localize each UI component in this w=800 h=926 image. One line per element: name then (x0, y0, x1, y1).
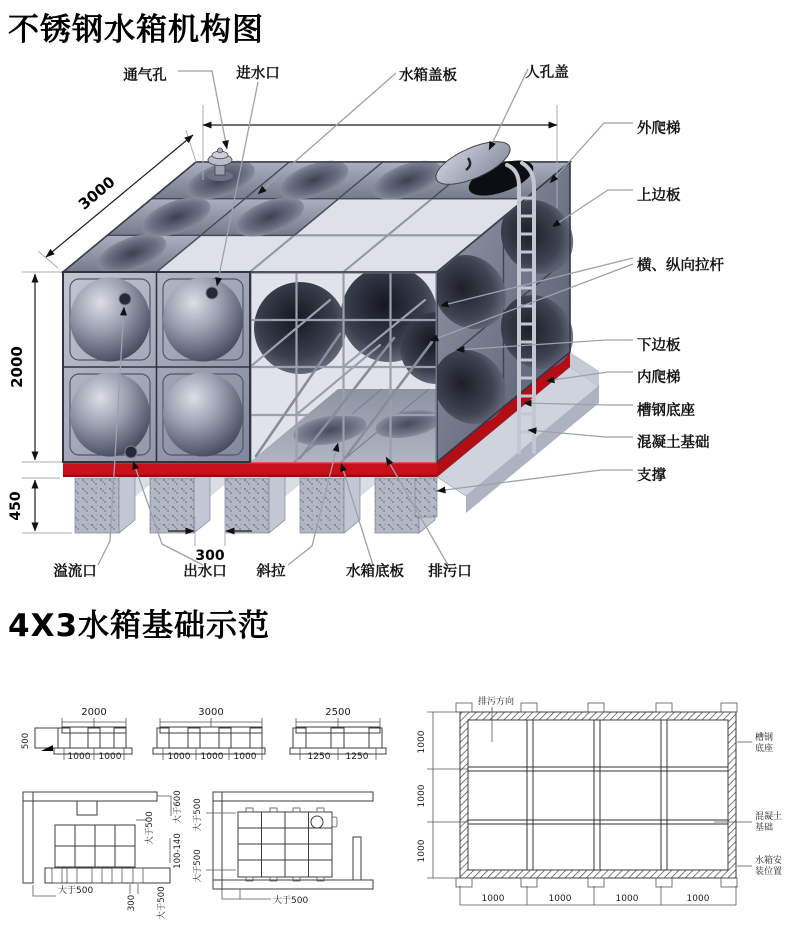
planR-left-dim1: 1000 (417, 730, 427, 754)
dim-gap: 300 (195, 548, 225, 564)
planR-label-concrete-1: 混凝土 (755, 812, 783, 822)
label-brace: 斜拉 (256, 564, 286, 580)
label-tie-rod: 横、纵向拉杆 (637, 258, 724, 274)
planR-left-dim2: 1000 (417, 784, 427, 808)
secB-top-dim: 3000 (198, 707, 224, 718)
dim-height: 2000 (8, 346, 26, 388)
label-int-ladder: 内爬梯 (637, 370, 681, 386)
planR-bot-dim3: 1000 (615, 894, 639, 904)
label-cover: 水箱盖板 (399, 68, 457, 84)
secB-b1: 1000 (167, 752, 191, 762)
plan-right (417, 695, 782, 905)
planR-bot-dim2: 1000 (548, 894, 572, 904)
planM-gt500-top: 大于500 (193, 798, 203, 832)
label-channel-base: 槽钢底座 (637, 403, 695, 419)
planL-gt500-h: 大于500 (58, 886, 94, 896)
planR-label-install-2: 装位置 (755, 867, 783, 877)
planL-300: 300 (127, 894, 137, 912)
planR-drain-dir: 排污方向 (478, 697, 515, 707)
planR-label-channel-2: 底座 (755, 744, 774, 754)
label-manhole: 人孔盖 (525, 65, 569, 81)
planM-gt500-bottom: 大于500 (193, 849, 203, 883)
sub-title: 4X3水箱基础示范 (8, 608, 271, 644)
section-a (21, 707, 132, 762)
planR-label-channel-1: 槽钢 (755, 733, 774, 743)
label-overflow: 溢流口 (53, 564, 97, 580)
planL-gt500-v: 大于500 (157, 886, 167, 920)
planR-label-concrete-2: 基础 (755, 823, 774, 833)
secC-b2: 1250 (345, 752, 369, 762)
planR-left-dim3: 1000 (417, 839, 427, 863)
main-title: 不锈钢水箱机构图 (8, 12, 264, 48)
dim-depth: 3000 (75, 172, 119, 214)
dim-pier-height: 450 (8, 491, 24, 521)
secA-side-dim: 500 (21, 732, 31, 750)
secC-b1: 1250 (307, 752, 331, 762)
secA-b2: 1000 (98, 752, 122, 762)
secC-top-dim: 2500 (325, 707, 351, 718)
plan-left (23, 790, 183, 919)
label-top-plate: 上边板 (637, 188, 681, 204)
manhole-plan-circle (311, 816, 323, 828)
secB-b3: 1000 (233, 752, 257, 762)
label-drain: 排污口 (428, 564, 472, 580)
label-bottom-plate: 下边板 (637, 338, 681, 354)
tank-front-panels (63, 272, 250, 462)
planR-bot-dim4: 1000 (686, 894, 710, 904)
label-outlet: 出水口 (183, 564, 227, 580)
secB-b2: 1000 (200, 752, 224, 762)
planL-gt500-mid: 大于500 (145, 811, 155, 845)
label-vent: 通气孔 (123, 68, 167, 84)
section-c (290, 707, 386, 762)
secA-top-dim: 2000 (81, 707, 107, 718)
planM-gt500-under: 大于500 (273, 896, 309, 906)
overflow-port-hole (119, 293, 131, 305)
planL-range: 100-140 (173, 833, 183, 869)
planL-gt600: 大于600 (173, 790, 183, 824)
inlet-port-hole (206, 287, 218, 299)
planR-label-install-1: 水箱安 (755, 856, 783, 866)
label-inlet: 进水口 (236, 66, 280, 82)
plan-mid (192, 792, 373, 906)
label-concrete: 混凝土基础 (637, 435, 710, 451)
label-ext-ladder: 外爬梯 (637, 121, 681, 137)
label-support: 支撑 (637, 468, 666, 484)
secA-b1: 1000 (67, 752, 91, 762)
planR-bot-dim1: 1000 (481, 894, 505, 904)
section-b (153, 707, 265, 762)
label-bottom-panel: 水箱底板 (346, 564, 404, 580)
outlet-port-hole (125, 446, 137, 458)
